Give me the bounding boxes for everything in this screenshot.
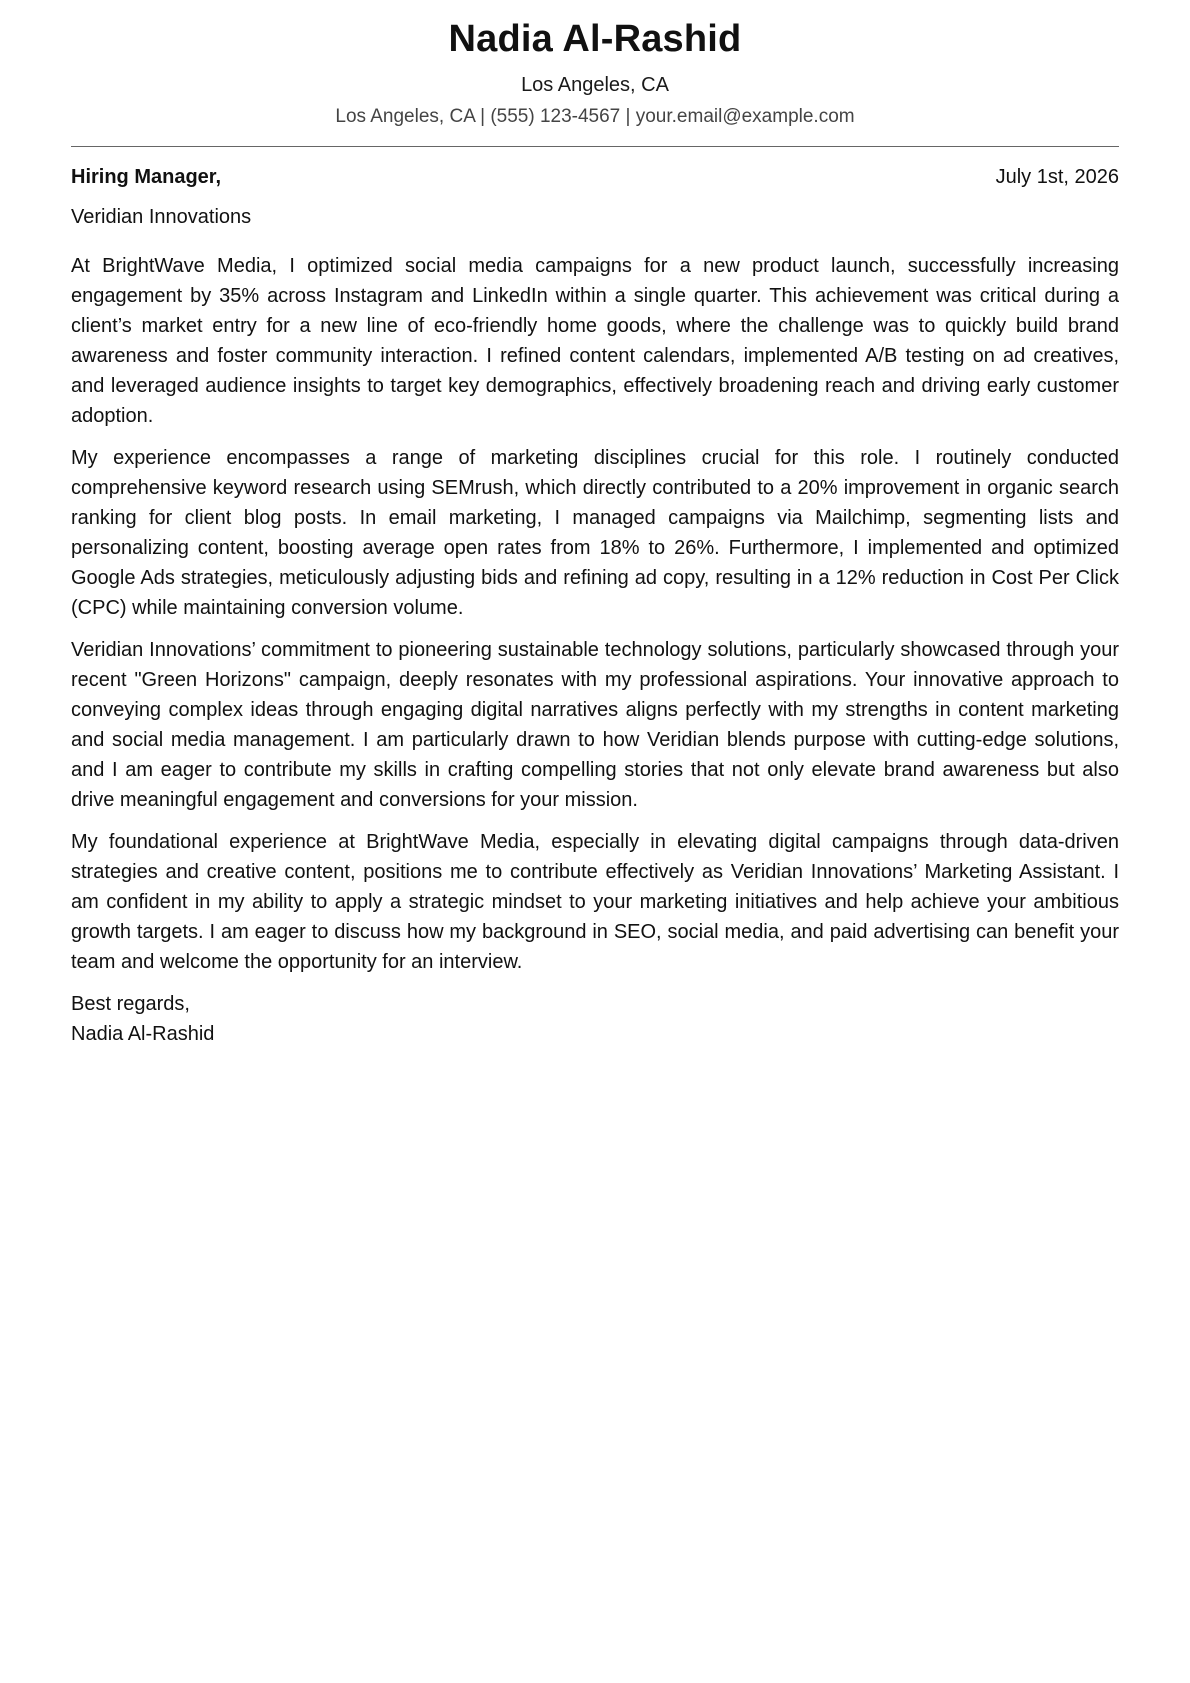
recipient-row — [71, 163, 1119, 191]
applicant-location: Los Angeles, CA — [521, 74, 669, 96]
letter-closing — [71, 989, 1119, 1049]
letter-body — [71, 251, 1119, 977]
letter-date: July 1st, 2026 — [995, 166, 1119, 188]
body-paragraph: My foundational experience at BrightWave Media, especially in elevating digital campaigns through data-driven strategies and creative content, positions me to contribute effectively as Veridian Innovations’ Marketing Assistant. I am confident in my ability to apply a strategic mindset to your marketing initiatives and help achieve your ambitious growth targets. I am eager to discuss how my background in SEO, social media, and paid advertising can benefit your team and welcome the opportunity for an interview. — [71, 831, 1119, 973]
signature-name: Nadia Al-Rashid — [71, 1023, 215, 1045]
applicant-contact-line: Los Angeles, CA | (555) 123-4567 | your.email@example.com — [335, 106, 855, 127]
recipient-company: Veridian Innovations — [71, 206, 252, 228]
letter-header — [71, 0, 1119, 130]
header-divider — [71, 146, 1119, 147]
applicant-name: Nadia Al-Rashid — [448, 18, 742, 60]
body-paragraph: My experience encompasses a range of marketing disciplines crucial for this role. I routinely conducted comprehensive keyword research using SEMrush, which directly contributed to a 20% improvement in organic search ranking for client blog posts. In email marketing, I managed campaigns via Mailchimp, segmenting lists and personalizing content, boosting average open rates from 18% to 26%. Furthermore, I implemented and optimized Google Ads strategies, meticulously adjusting bids and refining ad copy, resulting in a 12% reduction in Cost Per Click (CPC) while maintaining conversion volume. — [71, 447, 1119, 619]
recipient-salutation: Hiring Manager, — [71, 166, 222, 188]
body-paragraph: Veridian Innovations’ commitment to pioneering sustainable technology solutions, particularly showcased through your recent "Green Horizons" campaign, deeply resonates with my professional aspirations. Your innovative approach to conveying complex ideas through engaging digital narratives aligns perfectly with my strengths in content marketing and social media management. I am particularly drawn to how Veridian blends purpose with cutting-edge solutions, and I am eager to contribute my skills in crafting compelling stories that not only elevate brand awareness but also drive meaningful engagement and conversions for your mission. — [71, 639, 1119, 811]
sign-off: Best regards, — [71, 993, 190, 1015]
body-paragraph: At BrightWave Media, I optimized social media campaigns for a new product launch, successfully increasing engagement by 35% across Instagram and LinkedIn within a single quarter. This achievement was critical during a client’s market entry for a new line of eco-friendly home goods, where the challenge was to quickly build brand awareness and foster community interaction. I refined content calendars, implemented A/B testing on ad creatives, and leveraged audience insights to target key demographics, effectively broadening reach and driving early customer adoption. — [71, 255, 1119, 427]
